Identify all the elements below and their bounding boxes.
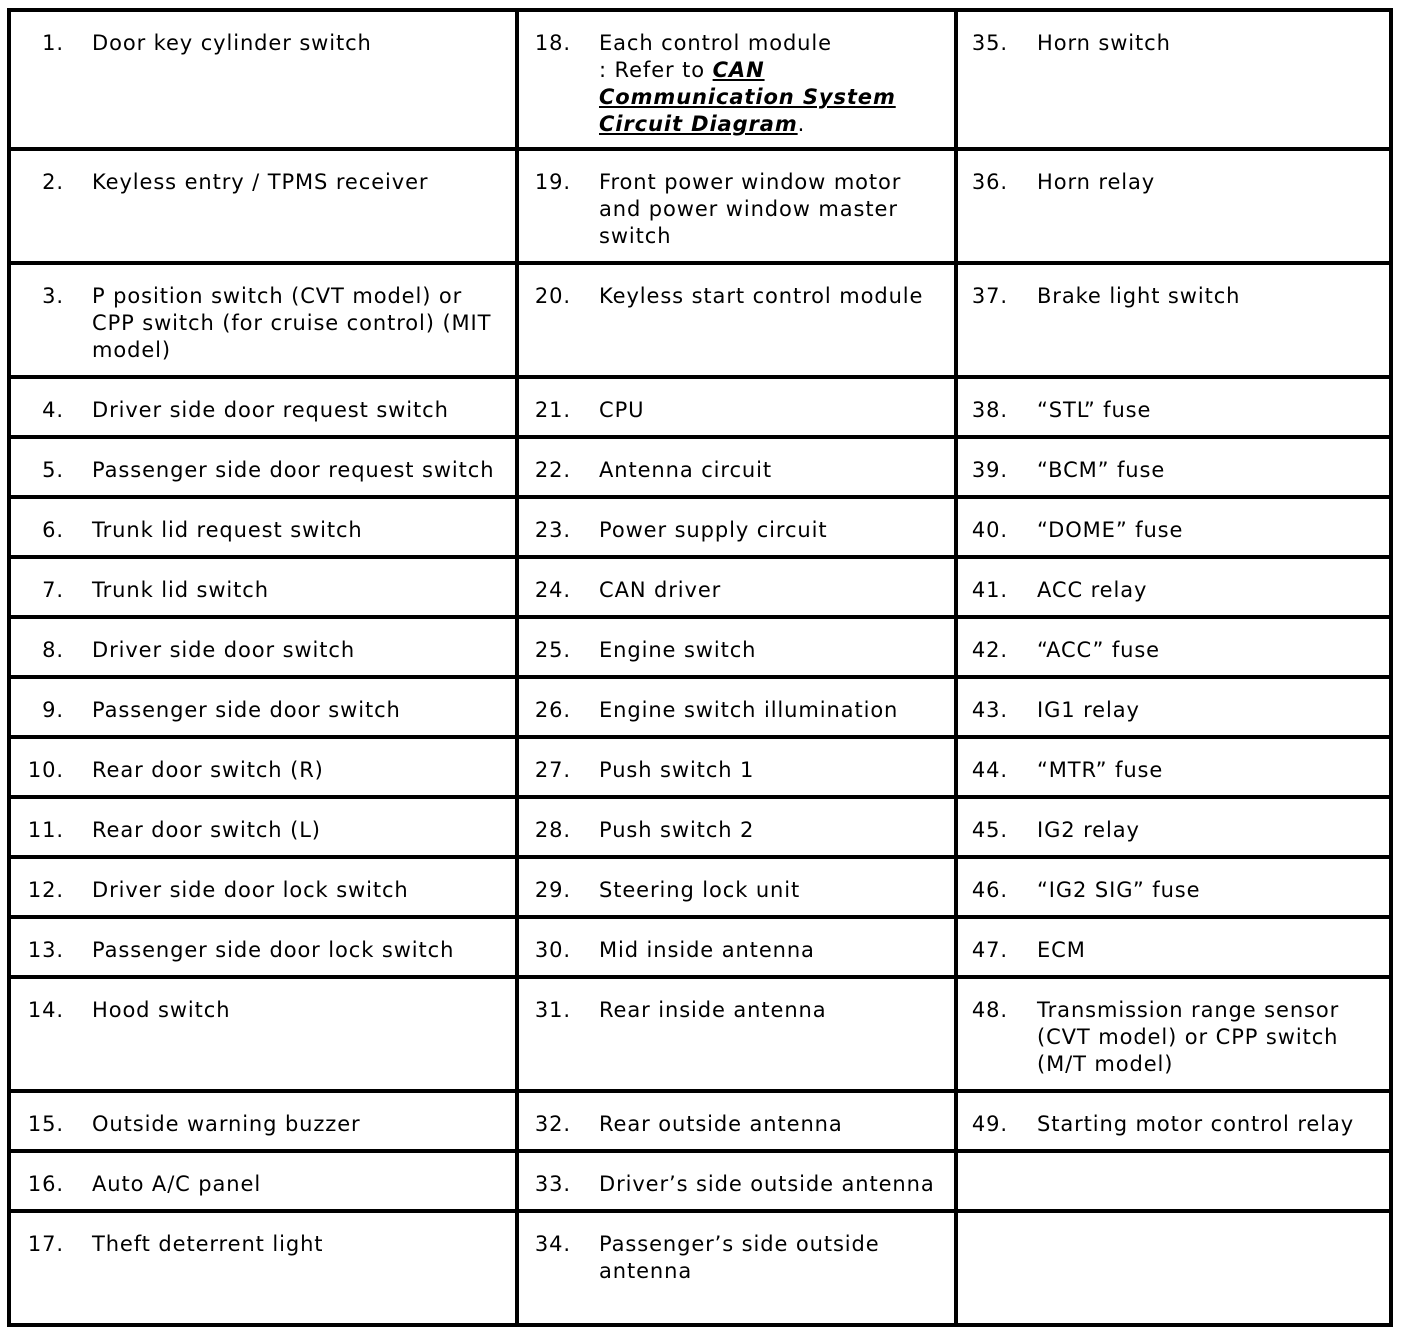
legend-cell [956,977,1391,1091]
table-row [9,1091,1391,1151]
empty-cell [956,1211,1391,1325]
legend-cell [517,263,956,377]
can-circuit-diagram-link[interactable]: CAN Communication System Circuit Diagram [599,58,896,136]
table-row [9,977,1391,1091]
item-label: Transmission range sensor (CVT model) or CPP switch (M/T model) [1037,998,1340,1076]
legend-cell [956,377,1391,437]
item-number: 28. [534,818,571,842]
item-label: Passenger side door switch [92,698,401,722]
table-row [9,617,1391,677]
legend-cell [9,857,517,917]
item-number: 26. [534,698,571,722]
item-number: 33. [534,1172,571,1196]
item-number: 16. [27,1172,64,1196]
item-label: Keyless entry / TPMS receiver [92,170,429,194]
item-label: P position switch (CVT model) or CPP switch (for cruise control) (MIT model) [92,284,492,362]
legend-cell [9,617,517,677]
item-label: Rear door switch (R) [92,758,324,782]
table-row [9,737,1391,797]
legend-cell [9,1211,517,1325]
item-number: 37. [971,284,1008,308]
item-number: 24. [534,578,571,602]
legend-cell [517,737,956,797]
item-number: 10. [27,758,64,782]
item-number: 32. [534,1112,571,1136]
item-label: Antenna circuit [599,458,772,482]
legend-cell [9,497,517,557]
legend-cell [956,737,1391,797]
item-label: IG1 relay [1037,698,1140,722]
item-number: 46. [971,878,1008,902]
legend-cell [956,917,1391,977]
item-label: Hood switch [92,998,231,1022]
legend-cell [517,437,956,497]
item-number: 6. [42,518,64,542]
item-number: 30. [534,938,571,962]
item-label: ECM [1037,938,1086,962]
table-row [9,377,1391,437]
item-label: Push switch 2 [599,818,755,842]
component-legend-table [7,8,1393,1327]
item-label: Brake light switch [1037,284,1241,308]
legend-cell [517,1151,956,1211]
legend-cell [517,677,956,737]
note-prefix: : Refer to [599,58,713,82]
note-suffix: . [797,112,806,136]
legend-cell [9,917,517,977]
item-label: Passenger side door request switch [92,458,495,482]
legend-cell [517,1211,956,1325]
item-number: 8. [42,638,64,662]
legend-cell [517,557,956,617]
item-number: 31. [534,998,571,1022]
item-label: Rear outside antenna [599,1112,843,1136]
legend-cell [956,617,1391,677]
item-label: “BCM” fuse [1037,458,1166,482]
item-number: 27. [534,758,571,782]
item-number: 1. [42,31,64,55]
table-row [9,149,1391,263]
item-number: 41. [971,578,1008,602]
table-row [9,497,1391,557]
item-label: Trunk lid request switch [92,518,363,542]
item-label: Push switch 1 [599,758,755,782]
item-number: 29. [534,878,571,902]
item-label: Horn switch [1037,31,1171,55]
legend-cell [517,857,956,917]
item-label: CAN driver [599,578,722,602]
item-label: Front power window motor and power window master switch [599,170,902,248]
item-number: 15. [27,1112,64,1136]
legend-cell [9,10,517,149]
legend-cell [517,797,956,857]
item-label: Driver side door request switch [92,398,449,422]
item-label: “IG2 SIG” fuse [1037,878,1201,902]
item-label: Theft deterrent light [92,1232,324,1256]
item-number: 14. [27,998,64,1022]
legend-cell [517,377,956,437]
item-number: 36. [971,170,1008,194]
item-number: 38. [971,398,1008,422]
table-row [9,10,1391,149]
legend-cell [517,497,956,557]
item-number: 9. [42,698,64,722]
item-label: Starting motor control relay [1037,1112,1355,1136]
item-number: 49. [971,1112,1008,1136]
item-label: ACC relay [1037,578,1148,602]
legend-cell [9,737,517,797]
table-row [9,797,1391,857]
legend-cell [517,917,956,977]
item-label: “DOME” fuse [1037,518,1184,542]
item-number: 2. [42,170,64,194]
item-number: 19. [534,170,571,194]
item-label: Outside warning buzzer [92,1112,361,1136]
item-number: 47. [971,938,1008,962]
legend-cell [956,497,1391,557]
item-label: Driver side door switch [92,638,356,662]
legend-cell [9,557,517,617]
item-label: Power supply circuit [599,518,828,542]
table-row [9,857,1391,917]
item-label: Keyless start control module [599,284,924,308]
item-label-with-note [571,30,954,138]
legend-cell [956,797,1391,857]
item-number: 44. [971,758,1008,782]
legend-cell [9,377,517,437]
legend-cell [956,557,1391,617]
item-label: Rear door switch (L) [92,818,321,842]
item-label: Mid inside antenna [599,938,815,962]
item-number: 20. [534,284,571,308]
legend-cell [517,149,956,263]
table-row [9,677,1391,737]
legend-cell [517,977,956,1091]
item-number: 25. [534,638,571,662]
item-number: 21. [534,398,571,422]
legend-cell [517,617,956,677]
item-number: 12. [27,878,64,902]
item-label: Door key cylinder switch [92,31,372,55]
item-number: 34. [534,1232,571,1256]
legend-cell [956,437,1391,497]
item-number: 39. [971,458,1008,482]
legend-cell [9,677,517,737]
item-number: 48. [971,998,1008,1022]
item-number: 43. [971,698,1008,722]
item-label: Engine switch illumination [599,698,899,722]
item-number: 4. [42,398,64,422]
legend-cell [9,263,517,377]
item-label: Driver side door lock switch [92,878,409,902]
legend-cell [9,1151,517,1211]
legend-cell [956,677,1391,737]
legend-cell [956,10,1391,149]
legend-cell [9,437,517,497]
item-number: 11. [27,818,64,842]
item-number: 42. [971,638,1008,662]
item-label: Engine switch [599,638,757,662]
table-row [9,437,1391,497]
table-row [9,1211,1391,1325]
item-number: 7. [42,578,64,602]
item-label: “MTR” fuse [1037,758,1164,782]
legend-cell [956,857,1391,917]
item-number: 45. [971,818,1008,842]
legend-cell [9,149,517,263]
item-number: 35. [971,31,1008,55]
legend-cell [517,10,956,149]
item-number: 13. [27,938,64,962]
item-label: Driver’s side outside antenna [599,1172,935,1196]
item-label: IG2 relay [1037,818,1140,842]
item-label: “ACC” fuse [1037,638,1161,662]
legend-cell [9,797,517,857]
legend-cell [517,1091,956,1151]
legend-cell [956,263,1391,377]
item-label: Auto A/C panel [92,1172,262,1196]
item-number: 22. [534,458,571,482]
item-label: Horn relay [1037,170,1156,194]
legend-cell [956,1091,1391,1151]
item-number: 5. [42,458,64,482]
table-row [9,557,1391,617]
item-label: Passenger side door lock switch [92,938,455,962]
empty-cell [956,1151,1391,1211]
legend-cell [9,1091,517,1151]
item-number: 3. [42,284,64,308]
legend-cell [9,977,517,1091]
legend-cell [956,149,1391,263]
table-row [9,917,1391,977]
item-number: 23. [534,518,571,542]
item-label: “STL” fuse [1037,398,1152,422]
table-row [9,263,1391,377]
item-number: 40. [971,518,1008,542]
item-label: Trunk lid switch [92,578,269,602]
item-label: CPU [599,398,645,422]
table-row [9,1151,1391,1211]
item-label: Passenger’s side outside antenna [599,1232,880,1283]
item-label: Each control module [599,31,832,55]
item-number: 17. [27,1232,64,1256]
item-number: 18. [534,31,571,55]
item-label: Rear inside antenna [599,998,827,1022]
item-label: Steering lock unit [599,878,801,902]
